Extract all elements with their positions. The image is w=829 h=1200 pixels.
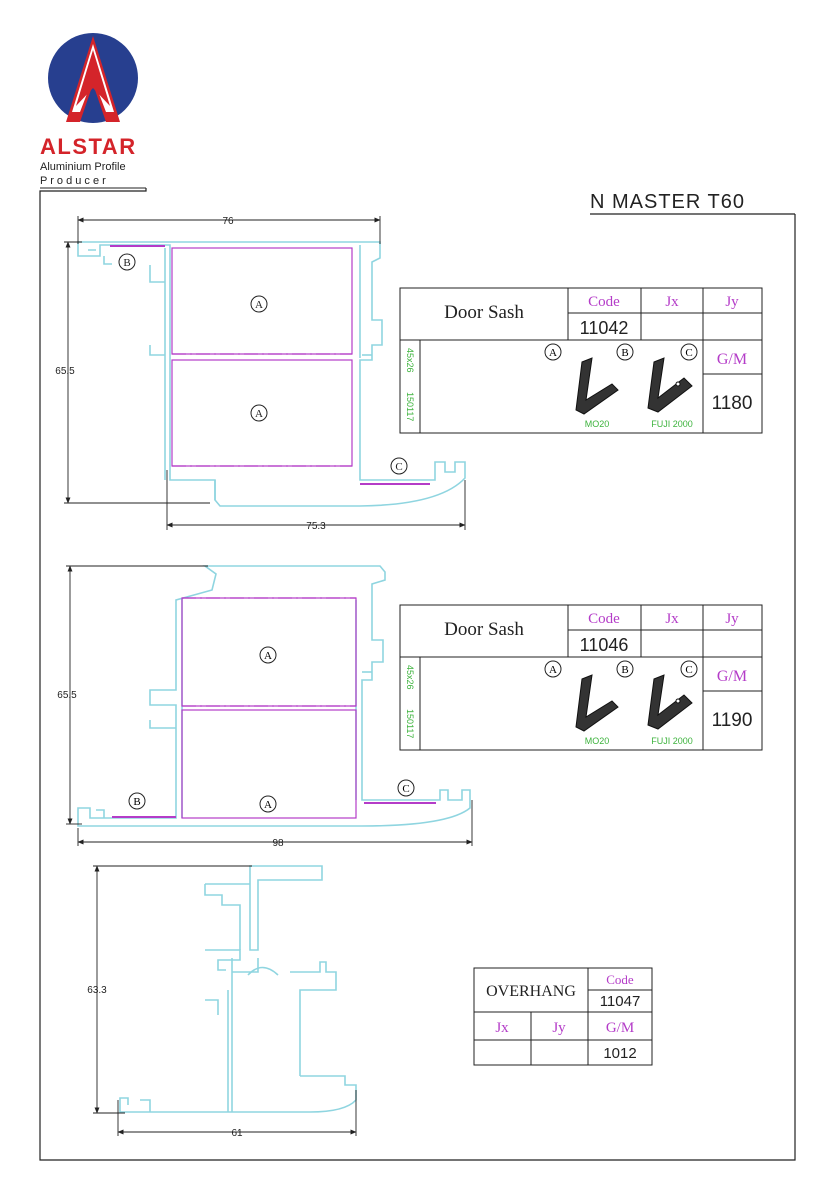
- marker-a: [260, 647, 276, 663]
- spec-table-11046: [400, 605, 762, 750]
- gasket-fuji-icon: [648, 358, 692, 412]
- gm-label: G/M: [716, 351, 748, 368]
- jx-label: Jx: [495, 1020, 509, 1036]
- svg-text:A: A: [549, 664, 557, 676]
- gasket-mo20-icon: [576, 675, 618, 731]
- jy-label: Jy: [552, 1020, 566, 1036]
- table-marker-c: [681, 344, 697, 360]
- code-value: 11042: [579, 318, 629, 338]
- series-title: N MASTER T60: [590, 191, 745, 213]
- svg-text:A: A: [264, 799, 272, 811]
- jx-label: Jx: [665, 294, 679, 310]
- marker-a: [260, 796, 276, 812]
- dim-height: 63.3: [87, 985, 107, 996]
- gm-label: G/M: [605, 1020, 635, 1036]
- svg-text:B: B: [621, 347, 629, 359]
- gasket-b-label: MO20: [584, 736, 610, 746]
- glazing-lines: [112, 598, 436, 818]
- glass-code: 150117: [405, 392, 415, 422]
- marker-b: [119, 254, 135, 270]
- table-marker-c: [681, 661, 697, 677]
- jy-label: Jy: [725, 294, 739, 310]
- profile-drawing-11046: [57, 566, 472, 849]
- profile-name: OVERHANG: [486, 983, 576, 1000]
- dim-bottom: 61: [231, 1128, 243, 1139]
- marker-a: [251, 296, 267, 312]
- dim-bottom: 75.3: [306, 521, 326, 532]
- code-value: 11046: [579, 635, 629, 655]
- profile-name: Door Sash: [444, 619, 524, 640]
- marker-c: [398, 780, 414, 796]
- code-value: 11047: [599, 993, 641, 1010]
- gm-value: 1012: [603, 1045, 637, 1062]
- gm-label: G/M: [716, 668, 748, 685]
- svg-text:B: B: [621, 664, 629, 676]
- profile-drawing-11042: [55, 216, 465, 532]
- glass-size: 45x26: [405, 665, 415, 690]
- alstar-logo: [40, 33, 146, 188]
- svg-text:A: A: [549, 347, 557, 359]
- code-label: Code: [588, 611, 620, 627]
- marker-a: [251, 405, 267, 421]
- sheet-frame: [40, 188, 795, 1160]
- svg-text:B: B: [133, 796, 141, 808]
- svg-text:A: A: [264, 650, 272, 662]
- brand-tagline-2: P r o d u c e r: [40, 175, 106, 187]
- gasket-c-label: FUJI 2000: [651, 419, 693, 429]
- glass-size: 45x26: [405, 348, 415, 373]
- svg-text:A: A: [255, 408, 263, 420]
- spec-table-11047: [474, 968, 652, 1065]
- dim-height: 65.5: [55, 366, 75, 377]
- profile-outline: [120, 866, 356, 1112]
- dimension-lines: [93, 866, 356, 1136]
- gasket-b-label: MO20: [584, 419, 610, 429]
- marker-c: [391, 458, 407, 474]
- table-marker-b: [617, 661, 633, 677]
- table-marker-a: [545, 661, 561, 677]
- profile-drawing-11047: [87, 866, 356, 1139]
- svg-text:C: C: [395, 461, 403, 473]
- gasket-mo20-icon: [576, 358, 618, 414]
- gm-value: 1190: [711, 710, 753, 731]
- gasket-fuji-icon: [648, 675, 692, 729]
- table-marker-a: [545, 344, 561, 360]
- gm-value: 1180: [711, 393, 753, 414]
- svg-text:C: C: [685, 347, 693, 359]
- spec-table-11042: [400, 288, 762, 433]
- brand-tagline-1: Aluminium Profile: [40, 161, 126, 173]
- gasket-c-label: FUJI 2000: [651, 736, 693, 746]
- marker-b: [129, 793, 145, 809]
- svg-text:A: A: [255, 299, 263, 311]
- svg-text:C: C: [402, 783, 410, 795]
- dim-top: 76: [222, 216, 234, 227]
- code-label: Code: [606, 972, 634, 987]
- profile-name: Door Sash: [444, 302, 524, 323]
- brand-name: ALSTAR: [40, 134, 137, 159]
- svg-text:C: C: [685, 664, 693, 676]
- code-label: Code: [588, 294, 620, 310]
- jx-label: Jx: [665, 611, 679, 627]
- dim-height: 65.5: [57, 690, 77, 701]
- glass-code: 150117: [405, 709, 415, 739]
- svg-text:B: B: [123, 257, 131, 269]
- dim-bottom: 98: [272, 838, 284, 849]
- jy-label: Jy: [725, 611, 739, 627]
- table-marker-b: [617, 344, 633, 360]
